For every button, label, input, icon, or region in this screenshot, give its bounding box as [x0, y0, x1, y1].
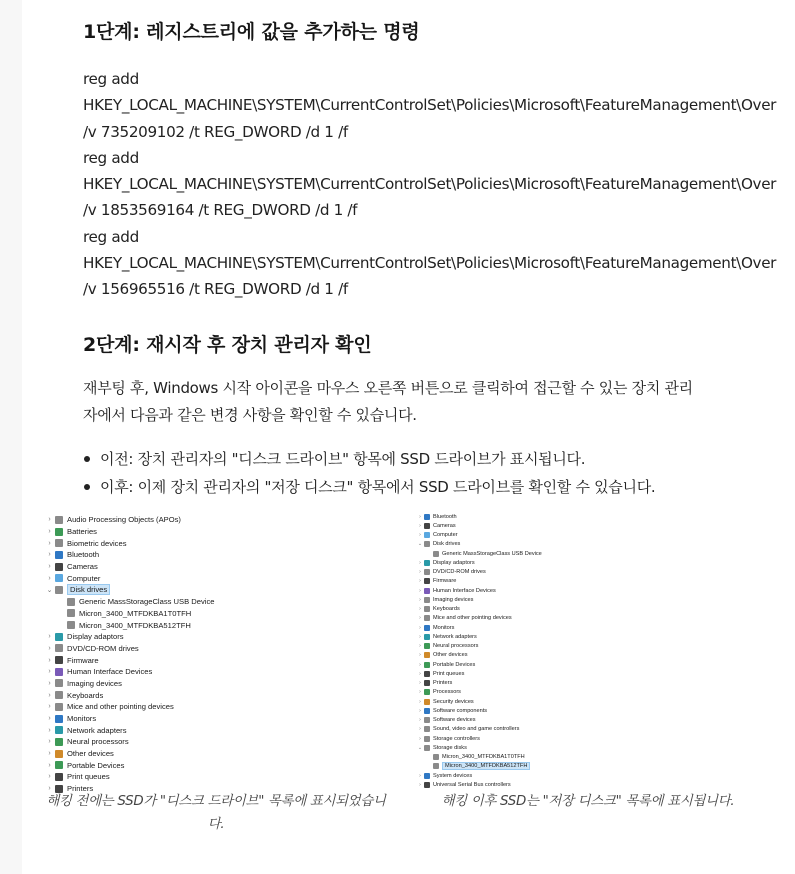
chevron-right-icon[interactable]: › [48, 656, 51, 664]
list-item-before: 이전: 장치 관리자의 "디스크 드라이브" 항목에 SSD 드라이브가 표시됩니다. [83, 448, 655, 476]
tree-item-label: Keyboards [67, 690, 104, 700]
tree-child-item[interactable] [413, 753, 743, 762]
chevron-right-icon[interactable]: › [419, 680, 421, 687]
bluetooth-icon [424, 514, 430, 520]
tree-category-item[interactable] [40, 713, 380, 725]
chevron-right-icon[interactable]: › [48, 785, 51, 793]
chevron-right-icon[interactable]: › [419, 606, 421, 613]
tree-item-label: Cameras [67, 562, 98, 572]
tree-category-item[interactable] [40, 748, 380, 760]
chevron-right-icon[interactable]: › [48, 738, 51, 746]
tree-item-label: Micron_3400_MTFDKBA512TFH [442, 762, 530, 770]
caption-after: 해킹 이후 SSD는 "저장 디스크" 목록에 표시됩니다. [441, 794, 735, 809]
tree-item-label: Print queues [433, 670, 465, 677]
tree-item-label: Neural processors [433, 643, 479, 650]
computer-icon [55, 574, 63, 582]
mouse-icon [424, 615, 430, 621]
tree-category-item[interactable] [413, 771, 743, 780]
imaging-icon [55, 679, 63, 687]
tree-item-label: System devices [433, 772, 473, 779]
tree-item-label: Mice and other pointing devices [67, 702, 174, 712]
tree-child-item[interactable] [413, 762, 743, 771]
caption-before-line: 해킹 전에는 SSD가 "디스크 드라이브" 목록에 표시되었습니 [46, 794, 386, 809]
chevron-right-icon[interactable]: › [419, 522, 421, 529]
paragraph-line: 자에서 다음과 같은 변경 사항을 확인할 수 있습니다. [83, 406, 417, 424]
tree-category-item[interactable] [413, 697, 743, 706]
chevron-right-icon[interactable]: › [419, 569, 421, 576]
chevron-right-icon[interactable]: › [48, 528, 51, 536]
tree-item-label: Firmware [67, 655, 99, 665]
tree-category-item[interactable] [413, 623, 743, 632]
chevron-right-icon[interactable]: › [48, 633, 51, 641]
imaging-icon [424, 597, 430, 603]
portable-icon [55, 761, 63, 769]
computer-icon [424, 532, 430, 538]
chip-icon [424, 689, 430, 695]
tree-category-item[interactable] [413, 632, 743, 641]
tree-item-label: Human Interface Devices [67, 667, 153, 677]
tree-item-label: Keyboards [433, 606, 460, 613]
chevron-right-icon[interactable]: › [48, 574, 51, 582]
tree-category-item[interactable] [40, 549, 380, 561]
system-icon [424, 773, 430, 779]
tree-category-item[interactable] [413, 642, 743, 651]
printer-icon [424, 671, 430, 677]
tree-item-label: Software components [433, 707, 488, 714]
chevron-right-icon[interactable]: › [419, 513, 421, 520]
tree-item-label: Processors [433, 689, 461, 696]
security-icon [424, 699, 430, 705]
tree-item-label: Other devices [67, 749, 114, 759]
tree-item-label: Neural processors [67, 737, 129, 747]
tree-category-item[interactable] [413, 512, 743, 521]
tree-item-label: Display adaptors [433, 559, 475, 566]
tree-category-item[interactable] [40, 584, 380, 596]
tree-item-label: Print queues [67, 772, 110, 782]
tree-category-item[interactable] [413, 660, 743, 669]
tree-item-label: Network adapters [433, 633, 477, 640]
registry-commands-block [83, 66, 783, 303]
tree-item-label: Generic MassStorageClass USB Device [442, 550, 542, 557]
chevron-right-icon[interactable]: › [48, 551, 51, 559]
chevron-right-icon[interactable]: › [419, 781, 421, 788]
tree-item-label: Cameras [433, 522, 456, 529]
tree-category-item[interactable] [40, 724, 380, 736]
chevron-right-icon[interactable]: › [419, 633, 421, 640]
tree-item-label: Security devices [433, 698, 474, 705]
display-icon [424, 560, 430, 566]
camera-icon [424, 523, 430, 529]
paragraph-line: 재부팅 후, Windows 시작 아이콘을 마우스 오른쪽 버튼으로 클릭하여 접근할 수 있는 장치 관리 [83, 379, 693, 397]
step2-paragraph [83, 375, 723, 429]
chevron-right-icon[interactable]: › [419, 735, 421, 742]
disk-icon [433, 763, 439, 769]
camera-icon [55, 563, 63, 571]
tree-category-item[interactable] [413, 688, 743, 697]
tree-item-label: Micron_3400_MTFDKBA1T0TFH [442, 754, 525, 761]
tree-category-item[interactable] [40, 643, 380, 655]
chevron-right-icon[interactable]: › [419, 772, 421, 779]
step1-heading: 1단계: 레지스트리에 값을 추가하는 명령 [83, 21, 420, 43]
tree-item-label: Imaging devices [67, 678, 122, 688]
chevron-right-icon[interactable]: › [48, 703, 51, 711]
tree-category-item[interactable] [413, 577, 743, 586]
tree-item-label: Other devices [433, 652, 468, 659]
tree-category-item[interactable] [413, 725, 743, 734]
left-margin-bar [0, 0, 22, 874]
tree-category-item[interactable] [40, 678, 380, 690]
tree-child-item[interactable] [40, 596, 380, 608]
tree-item-label: DVD/CD-ROM drives [67, 643, 139, 653]
tree-category-item[interactable] [413, 605, 743, 614]
tree-item-label: Printers [67, 784, 94, 794]
software-icon [424, 708, 430, 714]
portable-icon [424, 662, 430, 668]
tree-item-label: Display adaptors [67, 632, 124, 642]
sound-icon [424, 726, 430, 732]
tree-category-item[interactable] [413, 743, 743, 752]
tree-item-label: Bluetooth [67, 550, 100, 560]
tree-item-label: Monitors [67, 714, 97, 724]
chevron-right-icon[interactable]: › [419, 643, 421, 650]
device-manager-before-screenshot [40, 514, 380, 794]
chevron-right-icon[interactable]: › [48, 761, 51, 769]
tree-category-item[interactable] [40, 537, 380, 549]
keyboard-icon [424, 606, 430, 612]
disk-icon [67, 609, 75, 617]
tree-category-item[interactable] [40, 689, 380, 701]
change-list [83, 448, 655, 504]
bluetooth-icon [55, 551, 63, 559]
disk-icon [433, 754, 439, 760]
network-icon [424, 634, 430, 640]
tree-category-item[interactable] [40, 666, 380, 678]
tree-category-item[interactable] [413, 595, 743, 604]
chevron-right-icon[interactable]: › [419, 615, 421, 622]
tree-item-label: Disk drives [67, 584, 110, 595]
chevron-right-icon[interactable]: › [48, 773, 51, 781]
list-item-after: 이후: 이제 장치 관리자의 "저장 디스크" 항목에서 SSD 드라이브를 확인할 수 있습니다. [83, 476, 655, 504]
tree-category-item[interactable] [413, 780, 743, 789]
tree-item-label: Generic MassStorageClass USB Device [79, 597, 215, 607]
chevron-right-icon[interactable]: › [48, 726, 51, 734]
keyboard-icon [55, 691, 63, 699]
tree-item-label: Portable Devices [433, 661, 476, 668]
tree-item-label: Micron_3400_MTFDKBA1T0TFH [79, 608, 192, 618]
tree-item-label: Batteries [67, 527, 97, 537]
tree-item-label: Printers [433, 680, 453, 687]
tree-item-label: Imaging devices [433, 596, 474, 603]
chevron-right-icon[interactable]: › [419, 717, 421, 724]
tree-category-item[interactable] [40, 701, 380, 713]
chevron-right-icon[interactable]: › [419, 652, 421, 659]
tree-item-label: Monitors [433, 624, 455, 631]
usb-icon [424, 782, 430, 788]
hid-icon [55, 668, 63, 676]
tree-item-label: DVD/CD-ROM drives [433, 569, 486, 576]
tree-category-item[interactable] [413, 734, 743, 743]
code-line: HKEY_LOCAL_MACHINE\SYSTEM\CurrentControlSet\Policies\Microsoft\FeatureManagement\Over [83, 96, 777, 115]
disk-icon [55, 586, 63, 594]
tree-item-label: Storage controllers [433, 735, 480, 742]
tree-category-item[interactable] [40, 654, 380, 666]
tree-category-item[interactable] [40, 561, 380, 573]
code-line: HKEY_LOCAL_MACHINE\SYSTEM\CurrentControlSet\Policies\Microsoft\FeatureManagement\Over [83, 175, 777, 194]
tree-child-item[interactable] [40, 619, 380, 631]
tree-item-label: Storage disks [433, 744, 467, 751]
audio-icon [55, 516, 63, 524]
tree-category-item[interactable] [413, 540, 743, 549]
chevron-right-icon[interactable]: › [419, 661, 421, 668]
chevron-right-icon[interactable]: › [419, 689, 421, 696]
chevron-right-icon[interactable]: › [48, 679, 51, 687]
hid-icon [424, 588, 430, 594]
chevron-right-icon[interactable]: › [48, 691, 51, 699]
storage-icon [424, 736, 430, 742]
disk-icon [424, 541, 430, 547]
code-line: /v 1853569164 /t REG_DWORD /d 1 /f [83, 201, 358, 220]
tree-category-item[interactable] [413, 568, 743, 577]
code-line: reg add [83, 227, 139, 246]
other-device-icon [55, 750, 63, 758]
tree-category-item[interactable] [413, 531, 743, 540]
disk-icon [433, 551, 439, 557]
tree-category-item[interactable] [413, 558, 743, 567]
code-line: reg add [83, 70, 139, 88]
caption-before [37, 790, 395, 836]
fingerprint-icon [55, 539, 63, 547]
tree-category-item[interactable] [40, 631, 380, 643]
chevron-right-icon[interactable]: › [419, 707, 421, 714]
other-device-icon [424, 652, 430, 658]
mouse-icon [55, 703, 63, 711]
step2-heading: 2단계: 재시작 후 장치 관리자 확인 [83, 334, 372, 356]
chevron-down-icon[interactable]: ⌄ [46, 586, 53, 594]
printer-icon [424, 680, 430, 686]
firmware-icon [424, 578, 430, 584]
tree-item-label: Mice and other pointing devices [433, 615, 512, 622]
tree-category-item[interactable] [40, 736, 380, 748]
chevron-right-icon[interactable]: › [48, 715, 51, 723]
disk-icon [424, 745, 430, 751]
tree-category-item[interactable] [413, 651, 743, 660]
tree-category-item[interactable] [413, 679, 743, 688]
chevron-right-icon[interactable]: › [48, 750, 51, 758]
tree-category-item[interactable] [413, 706, 743, 715]
chevron-right-icon[interactable]: › [419, 587, 421, 594]
tree-category-item[interactable] [413, 716, 743, 725]
disk-icon [67, 598, 75, 606]
tree-item-label: Computer [67, 573, 101, 583]
tree-category-item[interactable] [40, 759, 380, 771]
chevron-right-icon[interactable]: › [419, 670, 421, 677]
tree-item-label: Biometric devices [67, 538, 127, 548]
chevron-down-icon[interactable]: ⌄ [417, 541, 423, 548]
chevron-right-icon[interactable]: › [48, 516, 51, 524]
chevron-down-icon[interactable]: ⌄ [417, 744, 423, 751]
chevron-right-icon[interactable]: › [419, 578, 421, 585]
tree-category-item[interactable] [413, 586, 743, 595]
code-line: /v 735209102 /t REG_DWORD /d 1 /f [83, 122, 348, 141]
tree-item-label: Firmware [433, 578, 457, 585]
device-manager-after-screenshot [413, 512, 743, 790]
chevron-right-icon[interactable]: › [419, 726, 421, 733]
tree-item-label: Software devices [433, 717, 476, 724]
tree-category-item[interactable] [40, 572, 380, 584]
battery-icon [55, 528, 63, 536]
caption-before-line: 다. [207, 817, 225, 832]
tree-item-label: Computer [433, 532, 458, 539]
chevron-right-icon[interactable]: › [419, 624, 421, 631]
chip-icon [424, 643, 430, 649]
chevron-right-icon[interactable]: › [48, 668, 51, 676]
tree-item-label: Human Interface Devices [433, 587, 496, 594]
tree-item-label: Bluetooth [433, 513, 457, 520]
disk-icon [67, 621, 75, 629]
tree-category-item[interactable] [40, 526, 380, 538]
tree-item-label: Portable Devices [67, 760, 125, 770]
tree-category-item[interactable] [413, 521, 743, 530]
tree-item-label: Network adapters [67, 725, 127, 735]
tree-category-item[interactable] [413, 614, 743, 623]
tree-item-label: Sound, video and game controllers [433, 726, 520, 733]
chevron-right-icon[interactable]: › [48, 563, 51, 571]
tree-item-label: Universal Serial Bus controllers [433, 781, 511, 788]
chevron-right-icon[interactable]: › [419, 698, 421, 705]
tree-category-item[interactable] [40, 771, 380, 783]
chip-icon [55, 738, 63, 746]
tree-item-label: Micron_3400_MTFDKBA512TFH [79, 620, 191, 630]
tree-item-label: Disk drives [433, 541, 461, 548]
network-icon [55, 726, 63, 734]
firmware-icon [55, 656, 63, 664]
tree-category-item[interactable] [413, 669, 743, 678]
tree-child-item[interactable] [40, 608, 380, 620]
software-icon [424, 717, 430, 723]
tree-child-item[interactable] [413, 549, 743, 558]
code-line: /v 156965516 /t REG_DWORD /d 1 /f [83, 280, 348, 299]
display-icon [55, 633, 63, 641]
dvd-icon [55, 644, 63, 652]
chevron-right-icon[interactable]: › [419, 559, 421, 566]
tree-category-item[interactable] [40, 514, 380, 526]
monitor-icon [424, 625, 430, 631]
chevron-right-icon[interactable]: › [419, 532, 421, 539]
monitor-icon [55, 715, 63, 723]
tree-item-label: Audio Processing Objects (APOs) [67, 515, 181, 525]
code-line: reg add [83, 148, 139, 167]
chevron-right-icon[interactable]: › [48, 539, 51, 547]
printer-icon [55, 773, 63, 781]
dvd-icon [424, 569, 430, 575]
chevron-right-icon[interactable]: › [419, 596, 421, 603]
chevron-right-icon[interactable]: › [48, 644, 51, 652]
code-line: HKEY_LOCAL_MACHINE\SYSTEM\CurrentControlSet\Policies\Microsoft\FeatureManagement\Over [83, 254, 777, 273]
